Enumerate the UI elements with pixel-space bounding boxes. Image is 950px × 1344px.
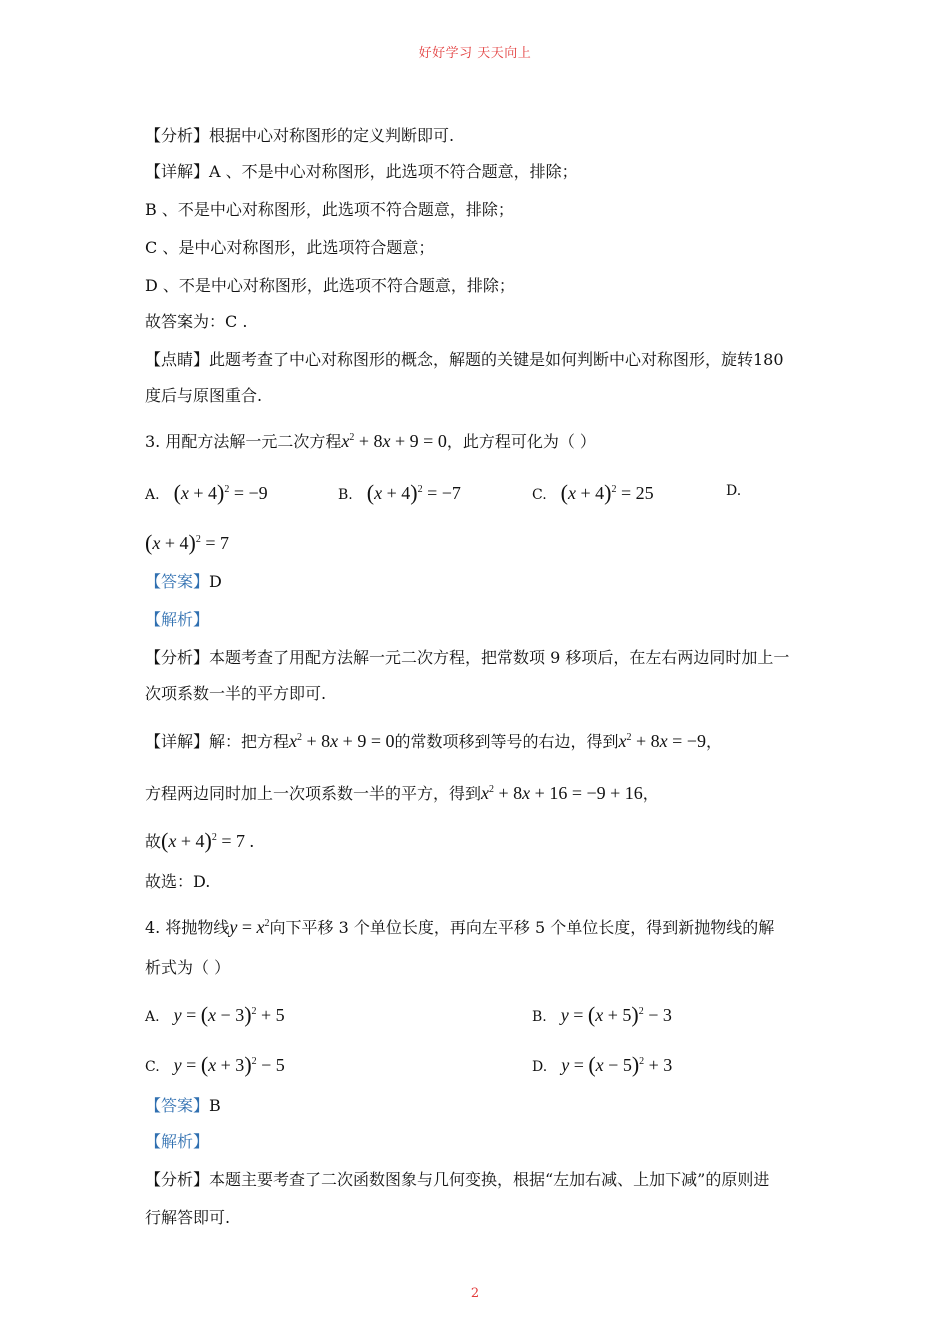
q3-answer-label: 【答案】 <box>145 572 210 591</box>
q4-analysis-line1: 【分析】本题主要考查了二次函数图象与几何变换，根据“左加右减、上加下减”的原则进 <box>145 1170 770 1189</box>
q3-option-a-label: A. <box>145 487 160 503</box>
q3-option-b-expr: $(x + 4)^2 = -7$ <box>366 480 461 505</box>
q2-conclusion: 故答案为：C . <box>145 312 248 331</box>
q4-option-c: C. $y = (x + 3)^2 - 5$ <box>145 1052 285 1077</box>
q3-analysis-line2: 次项系数一半的平方即可. <box>145 684 327 703</box>
q2-comment-line1: 【点睛】此题考查了中心对称图形的概念，解题的关键是如何判断中心对称图形，旋转180 <box>145 350 784 369</box>
q3-detail-line1: 【详解】解：把方程$x^2 + 8x + 9 = 0$的常数项移到等号的右边，得到$x^2 + 8x = -9$， <box>145 731 722 751</box>
q3-answer-value: D <box>209 572 222 591</box>
q4-analysis-line2: 行解答即可. <box>145 1208 231 1227</box>
q3-analysis-line1: 【分析】本题考查了用配方法解一元二次方程，把常数项 9 移项后，在左右两边同时加上一 <box>145 648 790 667</box>
q3-option-d-expr: $(x + 4)^2 = 7$ <box>145 530 229 555</box>
q3-detail-line3: 故$(x + 4)^2 = 7$ . <box>145 828 254 853</box>
q2-detail-a: 【详解】A 、不是中心对称图形，此选项不符合题意，排除； <box>145 162 578 181</box>
q3-option-b-label: B. <box>338 487 353 503</box>
q2-comment-line2: 度后与原图重合. <box>145 386 263 405</box>
q3-option-d-label: D. <box>726 483 742 499</box>
q3-option-c <box>532 480 654 505</box>
q3-option-c-expr: $(x + 4)^2 = 25$ <box>560 480 654 505</box>
q3-option-c-label: C. <box>532 487 547 503</box>
q2-analysis: 【分析】根据中心对称图形的定义判断即可. <box>145 126 455 145</box>
q3-stem-suffix: ，此方程可化为（ ） <box>446 432 596 451</box>
page-number: 2 <box>470 1286 480 1301</box>
q3-option-b <box>338 480 461 505</box>
q3-option-a-expr: $(x + 4)^2 = -9$ <box>173 480 268 505</box>
q4-option-b: B. $y = (x + 5)^2 - 3$ <box>532 1002 672 1027</box>
q3-jiexi-label: 【解析】 <box>145 610 210 629</box>
q4-answer-value: B <box>209 1096 221 1115</box>
q3-stem-prefix: 3. 用配方法解一元二次方程 <box>145 432 342 451</box>
q3-stem <box>145 428 596 452</box>
q3-answer <box>145 572 222 592</box>
q3-conclusion: 故选：D. <box>145 872 211 891</box>
q3-option-a <box>145 480 268 505</box>
page-header: 好好学习 天天向上 <box>418 46 532 61</box>
q3-detail-line2: 方程两边同时加上一次项系数一半的平方，得到$x^2 + 8x + 16 = -9 + 16$， <box>145 783 659 803</box>
q4-option-a: A. $y = (x - 3)^2 + 5$ <box>145 1002 285 1027</box>
q4-option-d: D. $y = (x - 5)^2 + 3$ <box>532 1052 673 1077</box>
q4-answer <box>145 1096 221 1116</box>
q4-jiexi-label: 【解析】 <box>145 1132 210 1151</box>
q4-stem-line1: 4. 将抛物线$y = x^2$向下平移 3 个单位长度，再向左平移 5 个单位长度，得到新抛物线的解 <box>145 917 775 937</box>
q2-detail-d: D 、不是中心对称图形，此选项不符合题意，排除； <box>145 276 515 295</box>
q4-answer-label: 【答案】 <box>145 1096 210 1115</box>
q4-stem-line2: 析式为（ ） <box>145 958 231 977</box>
q3-equation: $x^2 + 8x + 9 = 0$ <box>341 431 447 451</box>
q2-detail-c: C 、是中心对称图形，此选项符合题意； <box>145 238 435 257</box>
q2-detail-b: B 、不是中心对称图形，此选项不符合题意，排除； <box>145 200 514 219</box>
